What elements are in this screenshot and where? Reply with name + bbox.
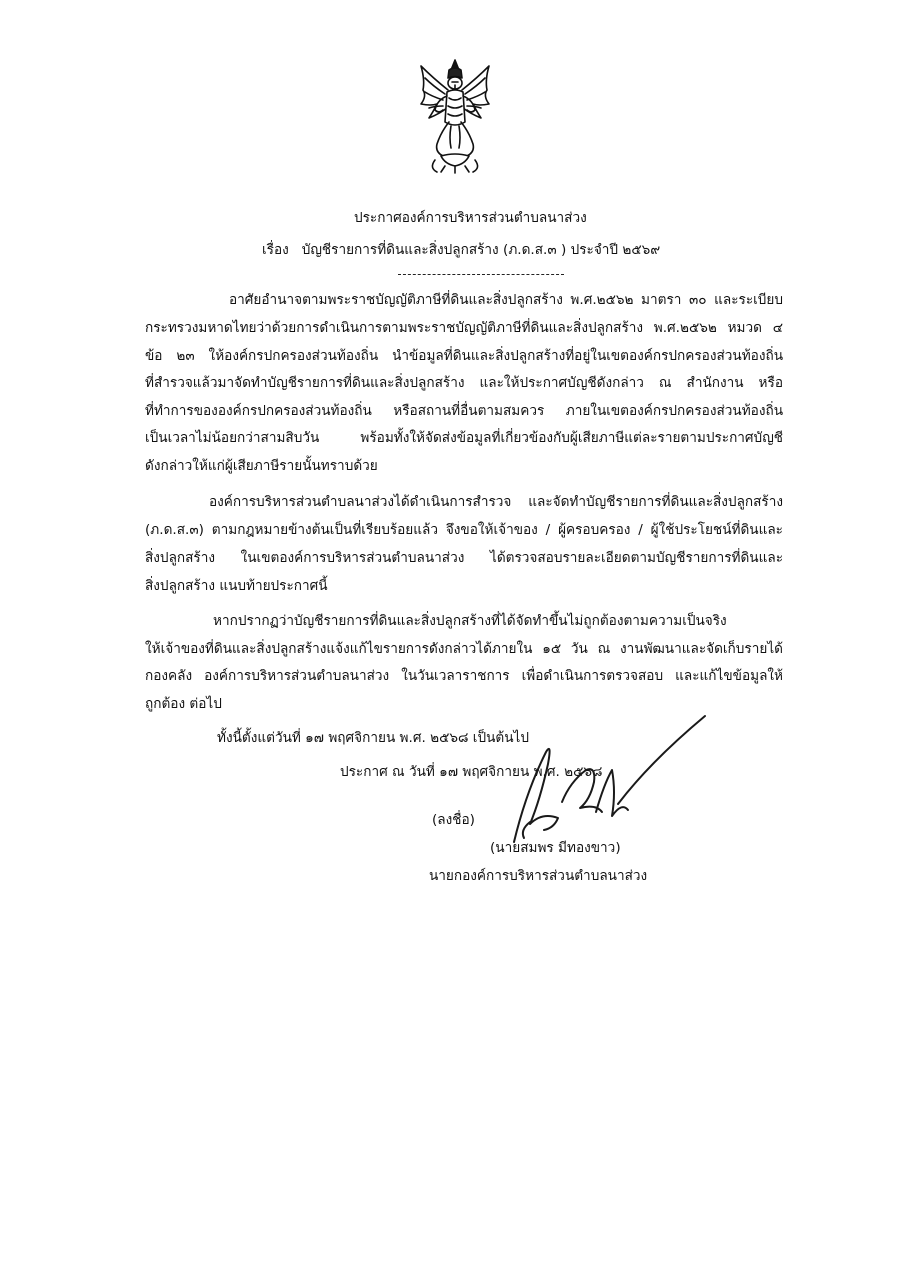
paragraph-1-line-5: ที่ทำการขององค์กรปกครองส่วนท้องถิ่น หรือสถานที่อื่นตามสมควร ภายในเขตองค์กรปกครองส่วนท้องถิ่น [145, 403, 783, 419]
sign-label: (ลงชื่อ) [432, 812, 475, 828]
paragraph-3-line-1: หากปรากฏว่าบัญชีรายการที่ดินและสิ่งปลูกสร้างที่ได้จัดทำขึ้นไม่ถูกต้องตามความเป็นจริง [213, 613, 727, 629]
garuda-emblem [415, 56, 495, 174]
announcement-title: ประกาศองค์การบริหารส่วนตำบลนาส่วง [354, 210, 587, 226]
title-divider [398, 274, 564, 275]
subject-label: เรื่อง [262, 242, 289, 258]
effective-date: ทั้งนี้ตั้งแต่วันที่ ๑๗ พฤศจิกายน พ.ศ. ๒๕๖๘ เป็นต้นไป [217, 730, 529, 746]
subject-line [262, 240, 660, 260]
paragraph-2-line-2: (ภ.ด.ส.๓) ตามกฎหมายข้างต้นเป็นที่เรียบร้อยแล้ว จึงขอให้เจ้าของ / ผู้ครอบครอง / ผู้ใช้ประโยชน์ที่ดินและ [145, 522, 783, 538]
paragraph-2-line-3: สิ่งปลูกสร้าง ในเขตองค์การบริหารส่วนตำบลนาส่วง ได้ตรวจสอบรายละเอียดตามบัญชีรายการที่ดินและ [145, 550, 783, 566]
paragraph-1-line-2: กระทรวงมหาดไทยว่าด้วยการดำเนินการตามพระราชบัญญัติภาษีที่ดินและสิ่งปลูกสร้าง พ.ศ.๒๕๖๒ หมวด ๔ [145, 320, 783, 336]
paragraph-2-line-1: องค์การบริหารส่วนตำบลนาส่วงได้ดำเนินการสำรวจ และจัดทำบัญชีรายการที่ดินและสิ่งปลูกสร้าง [209, 494, 783, 510]
announcement-date: ประกาศ ณ วันที่ ๑๗ พฤศจิกายน พ.ศ. ๒๕๖๘ [340, 764, 603, 780]
paragraph-3-line-3: กองคลัง องค์การบริหารส่วนตำบลนาส่วง ในวันเวลาราชการ เพื่อดำเนินการตรวจสอบ และแก้ไขข้อมูลให้ [145, 668, 783, 684]
paragraph-2-line-4: สิ่งปลูกสร้าง แนบท้ายประกาศนี้ [145, 578, 328, 594]
paragraph-1-line-6: เป็นเวลาไม่น้อยกว่าสามสิบวัน พร้อมทั้งให้จัดส่งข้อมูลที่เกี่ยวข้องกับผู้เสียภาษีแต่ละรายตามประกาศบัญชี [145, 430, 783, 446]
paragraph-3-line-2: ให้เจ้าของที่ดินและสิ่งปลูกสร้างแจ้งแก้ไขรายการดังกล่าวได้ภายใน ๑๕ วัน ณ งานพัฒนาและจัดเก็บรายได้ [145, 641, 783, 657]
paragraph-1-line-7: ดังกล่าวให้แก่ผู้เสียภาษีรายนั้นทราบด้วย [145, 458, 378, 474]
paragraph-1-line-3: ข้อ ๒๓ ให้องค์กรปกครองส่วนท้องถิ่น นำข้อมูลที่ดินและสิ่งปลูกสร้างที่อยู่ในเขตองค์กรปกครองส่วนท้องถิ่น [145, 348, 783, 364]
signer-title: นายกองค์การบริหารส่วนตำบลนาส่วง [429, 868, 648, 884]
paragraph-1-line-4: ที่สำรวจแล้วมาจัดทำบัญชีรายการที่ดินและสิ่งปลูกสร้าง และให้ประกาศบัญชีดังกล่าว ณ สำนักงาน หรือ [145, 375, 783, 391]
paragraph-3-line-4: ถูกต้อง ต่อไป [145, 696, 222, 712]
subject-text: บัญชีรายการที่ดินและสิ่งปลูกสร้าง (ภ.ด.ส.๓ ) ประจำปี ๒๕๖๙ [301, 242, 661, 258]
paragraph-1-line-1: อาศัยอำนาจตามพระราชบัญญัติภาษีที่ดินและสิ่งปลูกสร้าง พ.ศ.๒๕๖๒ มาตรา ๓๐ และระเบียบ [229, 292, 783, 308]
handwritten-signature [500, 712, 710, 847]
signer-name: (นายสมพร มีทองขาว) [490, 840, 621, 856]
